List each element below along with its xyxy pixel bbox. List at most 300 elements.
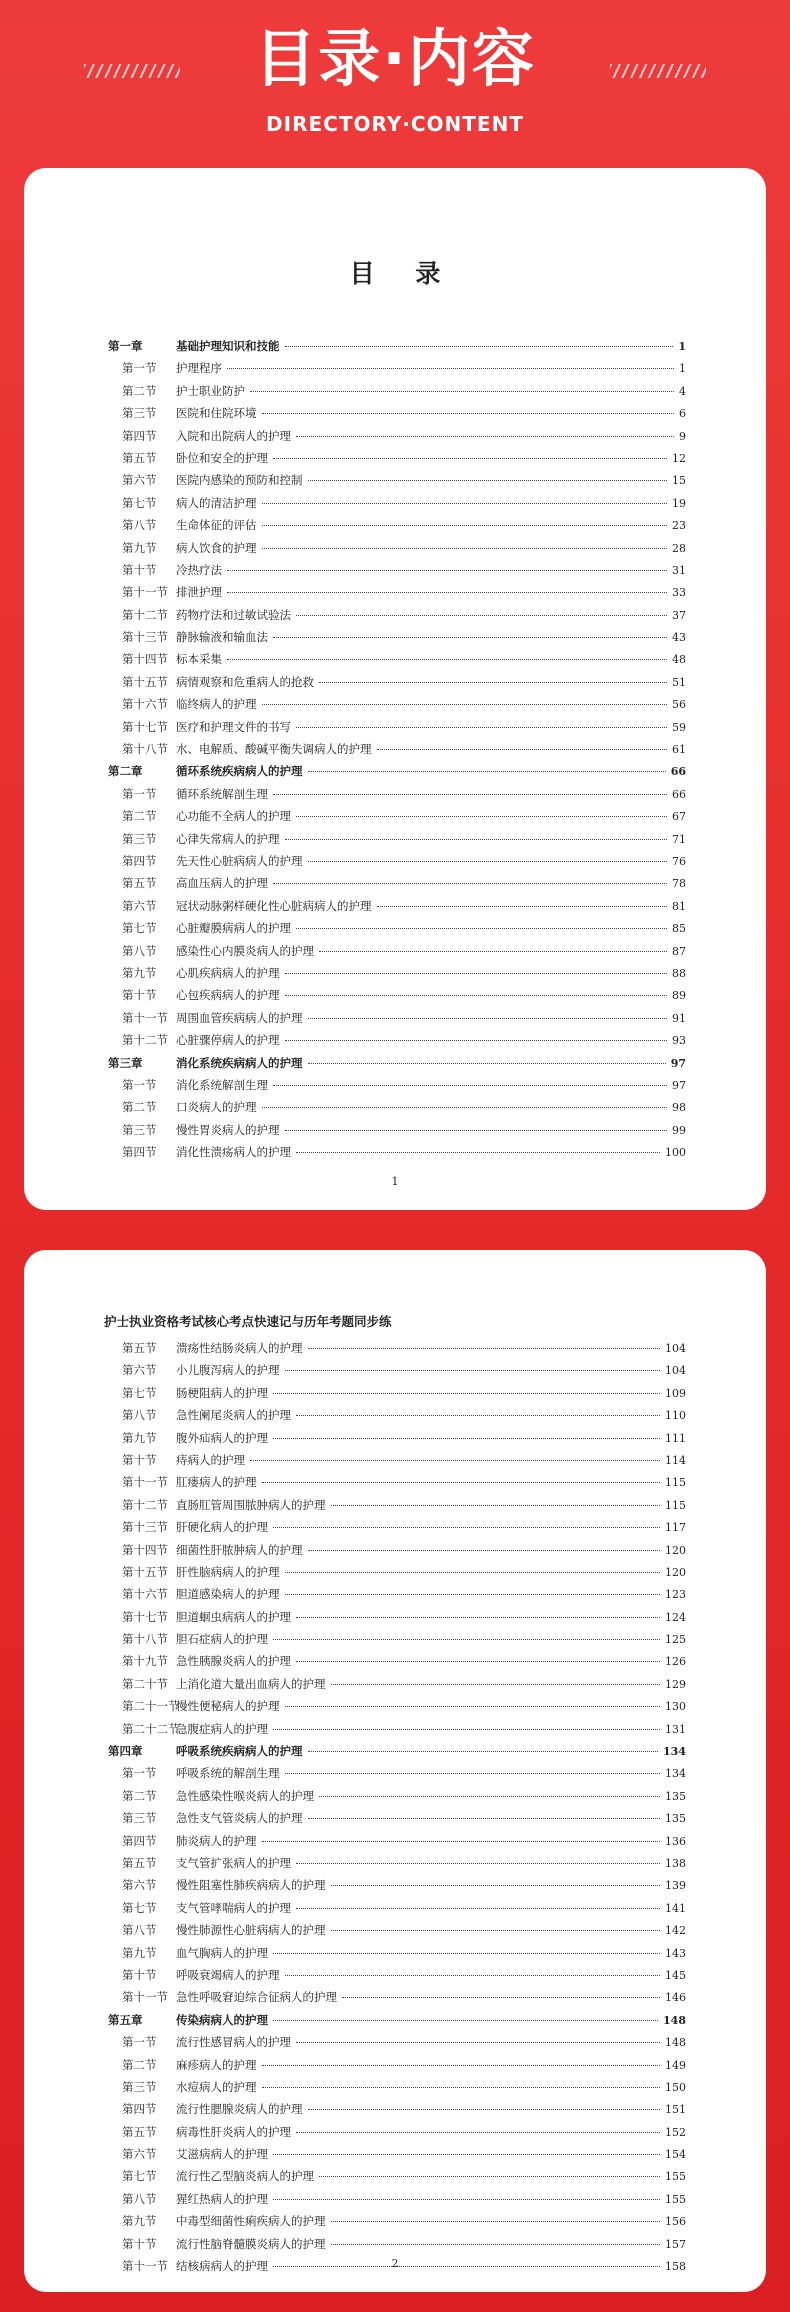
toc-entry-title: 急性胰腺炎病人的护理 xyxy=(176,1654,291,1669)
toc-entry-page: 56 xyxy=(672,698,686,712)
toc-entry-page: 9 xyxy=(679,429,686,443)
toc-entry-title: 护士职业防护 xyxy=(176,383,245,398)
toc-entry-title: 周围血管疾病病人的护理 xyxy=(176,1010,303,1025)
toc-entry-page: 67 xyxy=(672,810,686,824)
toc-entry-title: 循环系统疾病病人的护理 xyxy=(176,764,303,779)
toc-section-row xyxy=(108,943,686,965)
toc-entry-title: 冠状动脉粥样硬化性心脏病病人的护理 xyxy=(176,898,372,913)
toc-entry-page: 1 xyxy=(679,362,686,376)
toc-entry-page: 141 xyxy=(665,1901,686,1915)
toc-entry-number: 第十节 xyxy=(122,1967,157,1982)
toc-entry-number: 第四节 xyxy=(122,853,157,868)
toc-entry-page: 138 xyxy=(665,1856,686,1870)
toc-section-row xyxy=(108,1564,686,1586)
toc-entry-number: 第十一节 xyxy=(122,1010,168,1025)
dot-leader xyxy=(273,1953,660,1954)
toc-section-row xyxy=(108,898,686,920)
toc-entry-title: 急腹症病人的护理 xyxy=(176,1721,268,1736)
toc-entry-title: 入院和出院病人的护理 xyxy=(176,428,291,443)
toc-section-row xyxy=(108,1407,686,1429)
toc-section-row xyxy=(108,1653,686,1675)
toc-section-row xyxy=(108,674,686,696)
toc-entry-page: 31 xyxy=(672,563,686,577)
toc-entry-page: 148 xyxy=(665,2036,686,2050)
toc-entry-number: 第三节 xyxy=(122,831,157,846)
toc-entry-page: 43 xyxy=(672,631,686,645)
toc-section-row xyxy=(108,607,686,629)
toc-entry-title: 高血压病人的护理 xyxy=(176,876,268,891)
dot-leader xyxy=(319,682,667,683)
toc-entry-page: 134 xyxy=(663,1745,686,1759)
dot-leader xyxy=(285,1975,661,1976)
toc-section-row xyxy=(108,584,686,606)
toc-section-row xyxy=(108,1967,686,1989)
toc-section-row xyxy=(108,2101,686,2123)
toc-entry-number: 第七节 xyxy=(122,495,157,510)
toc-entry-number: 第八节 xyxy=(122,518,157,533)
dot-leader xyxy=(227,659,667,660)
toc-entry-number: 第十七节 xyxy=(122,719,168,734)
toc-section-row xyxy=(108,696,686,718)
toc-entry-number: 第五章 xyxy=(108,2012,143,2027)
toc-entry-number: 第二十节 xyxy=(122,1676,168,1691)
toc-entry-number: 第七节 xyxy=(122,1385,157,1400)
toc-entry-number: 第十三节 xyxy=(122,630,168,645)
toc-page-2 xyxy=(24,1250,766,2292)
toc-entry-title: 心脏瓣膜病病人的护理 xyxy=(176,921,291,936)
toc-entry-number: 第十五节 xyxy=(122,674,168,689)
dot-leader xyxy=(273,1438,660,1439)
toc-section-row xyxy=(108,1099,686,1121)
toc-chapter-row xyxy=(108,1743,686,1765)
dot-leader xyxy=(296,1661,660,1662)
toc-entry-page: 66 xyxy=(670,765,686,779)
toc-entry-title: 标本采集 xyxy=(176,652,222,667)
toc-entry-title: 胆石症病人的护理 xyxy=(176,1632,268,1647)
toc-entry-number: 第四节 xyxy=(122,428,157,443)
banner-header xyxy=(0,0,790,168)
toc-entry-title: 胆道感染病人的护理 xyxy=(176,1587,280,1602)
dot-leader xyxy=(319,951,667,952)
toc-section-row xyxy=(108,450,686,472)
toc-entry-title: 口炎病人的护理 xyxy=(176,1100,257,1115)
dot-leader xyxy=(331,1505,661,1506)
dot-leader xyxy=(331,2221,661,2222)
toc-section-row xyxy=(108,1362,686,1384)
toc-section-row xyxy=(108,2079,686,2101)
toc-section-row xyxy=(108,1497,686,1519)
toc-entry-title: 血气胸病人的护理 xyxy=(176,1945,268,1960)
toc-entry-title: 急性感染性喉炎病人的护理 xyxy=(176,1788,314,1803)
toc-entry-title: 消化系统疾病病人的护理 xyxy=(176,1055,303,1070)
toc-entry-title: 冷热疗法 xyxy=(176,562,222,577)
toc-entry-title: 流行性乙型脑炎病人的护理 xyxy=(176,2169,314,2184)
toc-entry-title: 心脏骤停病人的护理 xyxy=(176,1033,280,1048)
toc-entry-page: 23 xyxy=(672,519,686,533)
toc-section-row xyxy=(108,1340,686,1362)
toc-section-row xyxy=(108,1032,686,1054)
toc-entry-page: 145 xyxy=(665,1968,686,1982)
toc-entry-title: 痔病人的护理 xyxy=(176,1452,245,1467)
toc-entry-number: 第六节 xyxy=(122,2147,157,2162)
toc-entry-number: 第二十二节 xyxy=(122,1721,180,1736)
toc-entry-title: 小儿腹泻病人的护理 xyxy=(176,1363,280,1378)
toc-entry-title: 慢性便秘病人的护理 xyxy=(176,1699,280,1714)
dot-leader xyxy=(273,1085,667,1086)
toc-entry-title: 肺炎病人的护理 xyxy=(176,1833,257,1848)
toc-entry-page: 51 xyxy=(672,675,686,689)
toc-entry-number: 第九节 xyxy=(122,2214,157,2229)
toc-entry-title: 心律失常病人的护理 xyxy=(176,831,280,846)
toc-entry-title: 呼吸系统疾病病人的护理 xyxy=(176,1744,303,1759)
toc-entry-page: 104 xyxy=(665,1364,686,1378)
dot-leader xyxy=(262,1841,661,1842)
dot-leader xyxy=(308,771,666,772)
toc-section-row xyxy=(108,2191,686,2213)
dot-leader xyxy=(262,503,668,504)
toc-entry-number: 第十二节 xyxy=(122,607,168,622)
toc-entry-page: 12 xyxy=(672,451,686,465)
toc-entry-number: 第十节 xyxy=(122,562,157,577)
toc-section-row xyxy=(108,1810,686,1832)
toc-entry-title: 护理程序 xyxy=(176,361,222,376)
toc-entry-title: 肝性脑病病人的护理 xyxy=(176,1564,280,1579)
toc-entry-number: 第三章 xyxy=(108,1055,143,1070)
toc-entry-number: 第一节 xyxy=(122,1077,157,1092)
toc-entry-page: 115 xyxy=(665,1498,686,1512)
dot-leader xyxy=(331,1684,661,1685)
toc-entry-title: 医院内感染的预防和控制 xyxy=(176,473,303,488)
toc-entry-title: 急性呼吸窘迫综合征病人的护理 xyxy=(176,1990,337,2005)
toc-section-row xyxy=(108,831,686,853)
toc-entry-page: 93 xyxy=(672,1034,686,1048)
toc-entry-page: 114 xyxy=(665,1453,686,1467)
dot-leader xyxy=(250,391,674,392)
dot-leader xyxy=(296,1908,660,1909)
toc-entry-page: 149 xyxy=(665,2058,686,2072)
banner-title: 目录·内容 xyxy=(254,22,536,95)
dot-leader xyxy=(296,1415,660,1416)
toc-section-row xyxy=(108,875,686,897)
dot-leader xyxy=(262,1107,668,1108)
toc-entry-number: 第十节 xyxy=(122,1452,157,1467)
dot-leader xyxy=(273,883,667,884)
dot-leader xyxy=(227,592,667,593)
toc-entry-number: 第一章 xyxy=(108,339,143,353)
toc-entry-number: 第三节 xyxy=(122,1122,157,1137)
toc-entry-title: 支气管哮喘病人的护理 xyxy=(176,1900,291,1915)
toc-entry-title: 上消化道大量出血病人的护理 xyxy=(176,1676,326,1691)
toc-entry-title: 肠梗阻病人的护理 xyxy=(176,1385,268,1400)
toc-entry-page: 6 xyxy=(679,407,686,421)
toc-entry-number: 第十一节 xyxy=(122,1990,168,2005)
toc-entry-number: 第三节 xyxy=(122,1811,157,1826)
toc-entry-title: 慢性阻塞性肺疾病病人的护理 xyxy=(176,1878,326,1893)
toc-section-row xyxy=(108,741,686,763)
page-number: 1 xyxy=(391,1175,399,1188)
dot-leader xyxy=(296,2132,660,2133)
dot-leader xyxy=(296,2042,660,2043)
dot-leader xyxy=(262,2087,661,2088)
toc-section-row xyxy=(108,1452,686,1474)
toc-entry-number: 第九节 xyxy=(122,965,157,980)
toc-section-row xyxy=(108,2168,686,2190)
toc-entry-page: 150 xyxy=(665,2080,686,2094)
toc-entry-number: 第十节 xyxy=(122,988,157,1003)
toc-entry-title: 流行性脑脊髓膜炎病人的护理 xyxy=(176,2236,326,2251)
toc-entry-page: 81 xyxy=(672,899,686,913)
toc-entry-number: 第二十一节 xyxy=(122,1699,180,1714)
toc-entry-title: 感染性心内膜炎病人的护理 xyxy=(176,943,314,958)
toc-entry-number: 第八节 xyxy=(122,1923,157,1938)
toc-entry-number: 第九节 xyxy=(122,1945,157,1960)
toc-entry-page: 19 xyxy=(672,496,686,510)
dot-leader xyxy=(273,1393,660,1394)
toc-entry-number: 第七节 xyxy=(122,921,157,936)
dot-leader xyxy=(308,1751,659,1752)
toc-section-row xyxy=(108,1077,686,1099)
toc-section-row xyxy=(108,1586,686,1608)
toc-entry-page: 120 xyxy=(665,1543,686,1557)
toc-entry-number: 第二节 xyxy=(122,2057,157,2072)
toc-section-row xyxy=(108,629,686,651)
banner-subtitle: DIRECTORY·CONTENT xyxy=(266,112,524,136)
toc-entry-page: 158 xyxy=(665,2260,686,2274)
dot-leader xyxy=(273,1527,660,1528)
toc-entry-number: 第十节 xyxy=(122,2236,157,2251)
toc-entry-number: 第十一节 xyxy=(122,2259,168,2274)
toc-entry-number: 第九节 xyxy=(122,540,157,555)
toc-entry-title: 静脉输液和输血法 xyxy=(176,630,268,645)
dot-leader xyxy=(296,1863,660,1864)
dot-leader xyxy=(285,1594,661,1595)
dot-leader xyxy=(308,1063,666,1064)
toc-entry-title: 循环系统解剖生理 xyxy=(176,786,268,801)
toc-entry-page: 33 xyxy=(672,586,686,600)
toc-entry-number: 第三节 xyxy=(122,406,157,421)
toc-entry-number: 第一节 xyxy=(122,786,157,801)
toc-page-1 xyxy=(24,168,766,1210)
dot-leader xyxy=(262,548,668,549)
page-number: 2 xyxy=(391,2257,399,2270)
toc-entry-page: 99 xyxy=(672,1123,686,1137)
toc-entry-title: 肝硬化病人的护理 xyxy=(176,1520,268,1535)
toc-entry-page: 111 xyxy=(665,1431,686,1445)
toc-entry-page: 146 xyxy=(665,1991,686,2005)
toc-entry-number: 第七节 xyxy=(122,2169,157,2184)
toc-entry-page: 152 xyxy=(665,2125,686,2139)
dot-leader xyxy=(227,570,667,571)
dot-leader xyxy=(331,1930,661,1931)
toc-entry-title: 排泄护理 xyxy=(176,585,222,600)
dot-leader xyxy=(342,1997,660,1998)
toc-section-row xyxy=(108,2146,686,2168)
toc-section-row xyxy=(108,2034,686,2056)
toc-entry-number: 第二节 xyxy=(122,1788,157,1803)
toc-section-row xyxy=(108,651,686,673)
dot-leader xyxy=(285,1572,661,1573)
dot-leader xyxy=(285,1130,668,1131)
toc-entry-number: 第四章 xyxy=(108,1744,143,1759)
toc-section-row xyxy=(108,472,686,494)
toc-entry-title: 心包疾病病人的护理 xyxy=(176,988,280,1003)
toc-section-row xyxy=(108,1609,686,1631)
toc-section-row xyxy=(108,1945,686,1967)
toc-entry-title: 医疗和护理文件的书写 xyxy=(176,719,291,734)
toc-entry-title: 基础护理知识和技能 xyxy=(176,339,280,353)
toc-entry-number: 第九节 xyxy=(122,1430,157,1445)
toc-entry-title: 消化性溃疡病人的护理 xyxy=(176,1145,291,1160)
dot-leader xyxy=(285,995,668,996)
dot-leader xyxy=(296,1617,660,1618)
toc-entry-number: 第四节 xyxy=(122,1833,157,1848)
toc-entry-number: 第五节 xyxy=(122,2124,157,2139)
toc-section-row xyxy=(108,1922,686,1944)
toc-entry-page: 125 xyxy=(665,1633,686,1647)
toc-entry-title: 猩红热病人的护理 xyxy=(176,2191,268,2206)
toc-chapter-row xyxy=(108,338,686,360)
dot-leader xyxy=(273,794,667,795)
toc-entry-title: 急性支气管炎病人的护理 xyxy=(176,1811,303,1826)
toc-entry-page: 134 xyxy=(665,1767,686,1781)
toc-entry-page: 117 xyxy=(665,1521,686,1535)
dot-leader xyxy=(308,480,668,481)
toc-entry-title: 溃疡性结肠炎病人的护理 xyxy=(176,1341,303,1355)
toc-entry-number: 第七节 xyxy=(122,1900,157,1915)
toc-section-row xyxy=(108,495,686,517)
toc-entry-page: 120 xyxy=(665,1565,686,1579)
toc-section-row xyxy=(108,719,686,741)
toc-entry-title: 流行性感冒病人的护理 xyxy=(176,2035,291,2050)
toc-entry-page: 130 xyxy=(665,1700,686,1714)
toc-section-row xyxy=(108,405,686,427)
toc-entry-title: 慢性肺源性心脏病病人的护理 xyxy=(176,1923,326,1938)
toc-section-row xyxy=(108,987,686,1009)
toc-section-row xyxy=(108,1788,686,1810)
toc-entry-page: 28 xyxy=(672,541,686,555)
toc-entry-number: 第八节 xyxy=(122,943,157,958)
dot-leader xyxy=(262,413,675,414)
dot-leader xyxy=(308,861,668,862)
toc-entry-number: 第六节 xyxy=(122,473,157,488)
toc-entry-number: 第十二节 xyxy=(122,1497,168,1512)
toc-section-row xyxy=(108,1855,686,1877)
toc-entry-title: 心肌疾病病人的护理 xyxy=(176,965,280,980)
dot-leader xyxy=(377,749,668,750)
toc-entry-title: 腹外疝病人的护理 xyxy=(176,1430,268,1445)
toc-entry-title: 临终病人的护理 xyxy=(176,697,257,712)
running-head: 护士执业资格考试核心考点快速记与历年考题同步练 xyxy=(104,1314,392,1329)
toc-entry-page: 89 xyxy=(672,989,686,1003)
toc-entry-page: 87 xyxy=(672,944,686,958)
toc-section-row xyxy=(108,1474,686,1496)
toc-entry-number: 第十八节 xyxy=(122,1632,168,1647)
toc-list xyxy=(24,338,766,1166)
dot-leader xyxy=(262,704,668,705)
toc-entry-page: 104 xyxy=(665,1342,686,1355)
dot-leader xyxy=(250,1460,660,1461)
toc-entry-title: 细菌性肝脓肿病人的护理 xyxy=(176,1542,303,1557)
toc-entry-number: 第十六节 xyxy=(122,697,168,712)
toc-entry-number: 第十六节 xyxy=(122,1587,168,1602)
toc-section-row xyxy=(108,360,686,382)
toc-chapter-row xyxy=(108,763,686,785)
dot-leader xyxy=(285,1040,668,1041)
toc-entry-title: 流行性腮腺炎病人的护理 xyxy=(176,2102,303,2117)
dot-leader xyxy=(285,346,674,347)
toc-section-row xyxy=(108,1833,686,1855)
toc-entry-page: 1 xyxy=(678,340,686,353)
toc-chapter-row xyxy=(108,2012,686,2034)
dot-leader xyxy=(273,1639,660,1640)
dot-leader xyxy=(331,2244,661,2245)
dot-leader xyxy=(296,928,667,929)
toc-entry-page: 139 xyxy=(665,1879,686,1893)
dot-leader xyxy=(285,1370,661,1371)
toc-entry-page: 97 xyxy=(670,1056,686,1070)
toc-entry-title: 病情观察和危重病人的抢救 xyxy=(176,674,314,689)
dot-leader xyxy=(308,2109,661,2110)
toc-entry-page: 155 xyxy=(665,2170,686,2184)
toc-section-row xyxy=(108,1144,686,1166)
toc-entry-page: 71 xyxy=(672,832,686,846)
toc-entry-title: 卧位和安全的护理 xyxy=(176,450,268,465)
toc-section-row xyxy=(108,1900,686,1922)
toc-entry-page: 136 xyxy=(665,1834,686,1848)
toc-entry-number: 第四节 xyxy=(122,1145,157,1160)
toc-entry-title: 病毒性肝炎病人的护理 xyxy=(176,2124,291,2139)
toc-entry-number: 第十一节 xyxy=(122,1475,168,1490)
toc-entry-page: 48 xyxy=(672,653,686,667)
toc-section-row xyxy=(108,2124,686,2146)
toc-entry-page: 135 xyxy=(665,1812,686,1826)
toc-entry-page: 129 xyxy=(665,1677,686,1691)
toc-entry-number: 第十一节 xyxy=(122,585,168,600)
toc-entry-number: 第三节 xyxy=(122,2079,157,2094)
toc-section-row xyxy=(108,1122,686,1144)
toc-entry-page: 142 xyxy=(665,1924,686,1938)
toc-entry-title: 麻疹病人的护理 xyxy=(176,2057,257,2072)
toc-entry-title: 肛瘘病人的护理 xyxy=(176,1475,257,1490)
toc-entry-number: 第十三节 xyxy=(122,1520,168,1535)
toc-entry-page: 97 xyxy=(672,1078,686,1092)
toc-entry-number: 第一节 xyxy=(122,361,157,376)
toc-entry-number: 第六节 xyxy=(122,1878,157,1893)
dot-leader xyxy=(262,2065,661,2066)
toc-entry-page: 61 xyxy=(672,743,686,757)
toc-entry-page: 78 xyxy=(672,877,686,891)
toc-entry-title: 病人的清洁护理 xyxy=(176,495,257,510)
toc-entry-page: 85 xyxy=(672,922,686,936)
toc-entry-title: 急性阑尾炎病人的护理 xyxy=(176,1408,291,1423)
dot-leader xyxy=(296,615,667,616)
toc-entry-page: 15 xyxy=(672,474,686,488)
toc-section-row xyxy=(108,965,686,987)
dot-leader xyxy=(273,2020,658,2021)
dot-leader xyxy=(262,525,668,526)
dot-leader xyxy=(308,1818,661,1819)
dot-leader xyxy=(308,1550,661,1551)
toc-section-row xyxy=(108,1430,686,1452)
toc-entry-title: 传染病病人的护理 xyxy=(176,2012,268,2027)
dot-leader xyxy=(377,906,668,907)
toc-section-row xyxy=(108,562,686,584)
dot-leader xyxy=(319,1796,660,1797)
toc-section-row xyxy=(108,1765,686,1787)
toc-entry-title: 结核病病人的护理 xyxy=(176,2259,268,2274)
dot-leader xyxy=(331,1885,661,1886)
toc-section-row xyxy=(108,540,686,562)
